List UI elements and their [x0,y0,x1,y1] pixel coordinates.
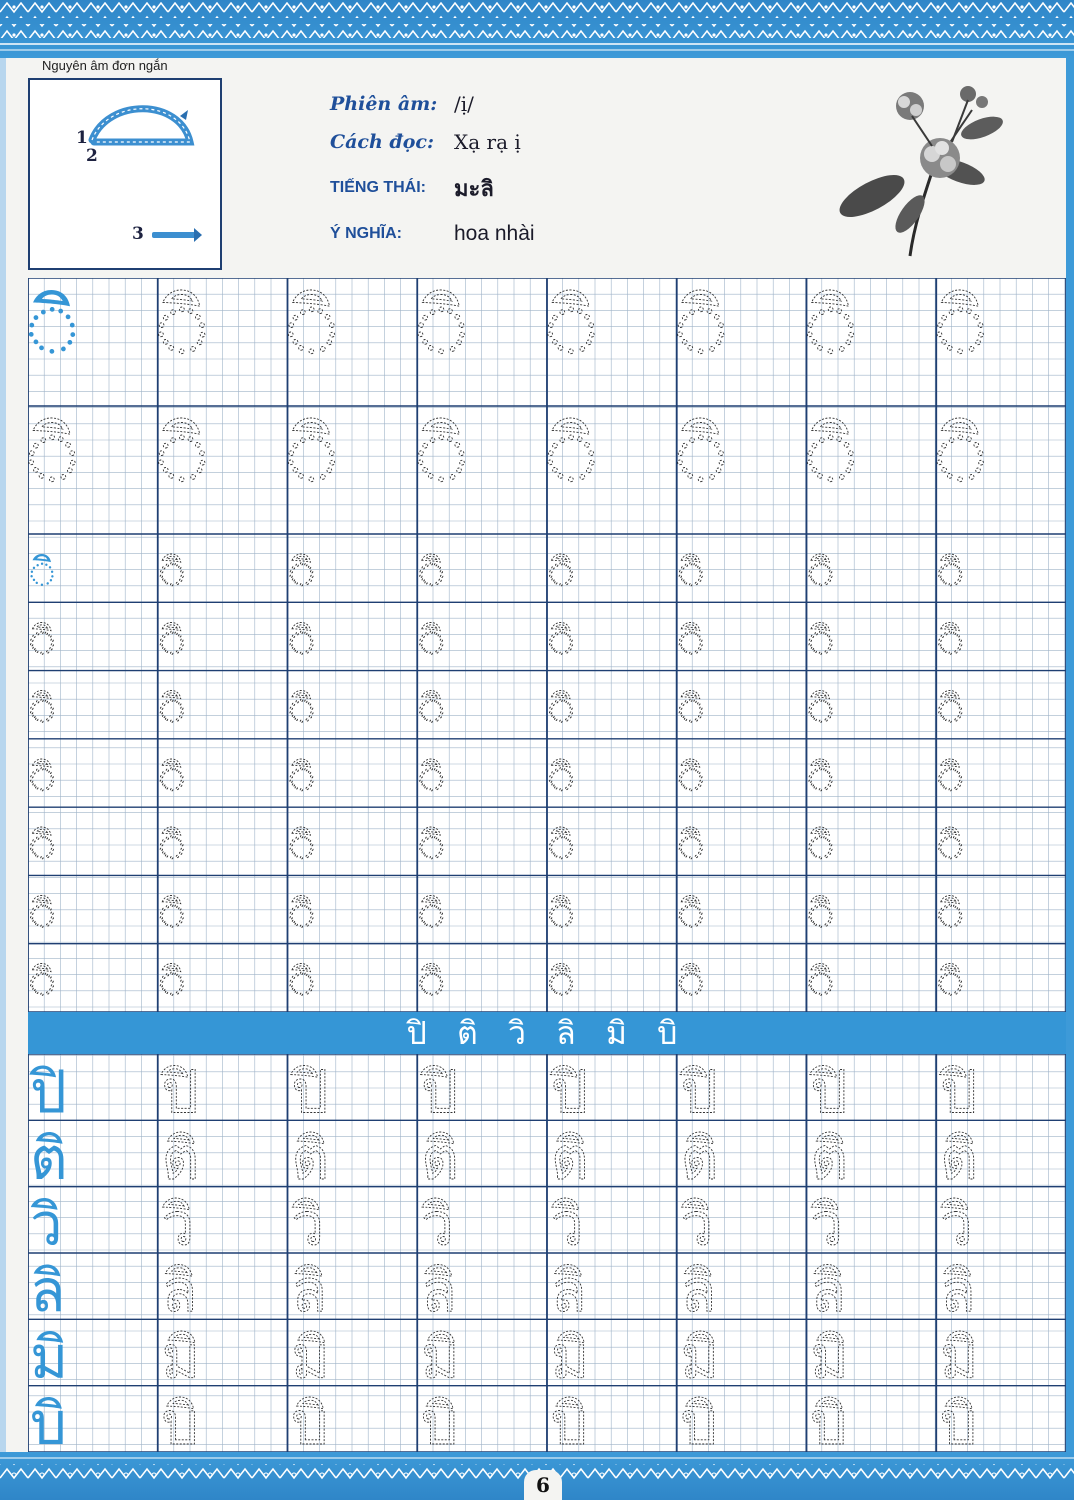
vowel-trace-glyph: ◌ิ [678,550,704,596]
vowel-trace-glyph: ◌ิ [289,891,315,938]
syllable-model-glyph: ติ [30,1124,68,1193]
vowel-trace-glyph: ◌ิ [678,754,704,801]
vowel-trace-glyph: ◌ิ [547,280,597,373]
syllable-trace-glyph: ปิ [421,1058,459,1126]
vowel-trace-glyph: ◌ิ [30,618,55,665]
stroke-order-box [28,78,222,270]
vowel-trace-glyph: ◌ิ [419,618,444,665]
syllable-banner-text: ปิ ติ วิ ลิ มิ บิ [406,1013,688,1052]
pronunciation-label: Phiên âm: [330,93,438,115]
vowel-trace-glyph: ◌ิ [549,618,574,665]
syllable-trace-glyph: วิ [421,1190,454,1259]
syllable-trace-glyph: มิ [161,1323,200,1392]
syllable-trace-glyph: ลิ [940,1257,976,1325]
vowel-trace-glyph: ◌ิ [419,686,444,733]
vowel-trace-glyph: ◌ิ [808,550,834,596]
vowel-trace-glyph: ◌ิ [417,408,467,501]
vowel-trace-glyph: ◌ิ [806,408,856,501]
practice-grid [28,278,1066,1452]
syllable-trace-glyph: วิ [291,1190,325,1259]
syllable-trace-glyph: ติ [680,1124,719,1193]
syllable-trace-glyph: ปิ [810,1058,848,1126]
reading-label: Cách đọc: [330,131,434,153]
vowel-trace-glyph: ◌ิ [678,618,704,665]
syllable-trace-glyph: วิ [680,1190,714,1259]
vowel-trace-glyph: ◌ิ [808,754,834,801]
vowel-trace-glyph: ◌ิ [289,686,315,733]
vowel-trace-glyph: ◌ิ [419,754,444,801]
meaning-row [330,214,535,254]
vowel-trace-glyph: ◌ิ [159,618,185,665]
thai-row [330,168,494,208]
vowel-trace-glyph: ◌ิ [30,891,55,938]
vowel-trace-glyph: ◌ิ [676,408,726,501]
vowel-trace-glyph: ◌ิ [938,891,963,938]
vowel-trace-glyph: ◌ิ [549,891,574,938]
vowel-trace-glyph: ◌ิ [157,280,207,373]
syllable-trace-glyph: มิ [291,1323,330,1392]
syllable-trace-glyph: บิ [810,1389,848,1452]
vowel-trace-glyph: ◌ิ [159,550,185,596]
syllable-trace-glyph: ติ [551,1124,589,1193]
reading-row [330,122,521,162]
page-number: 6 [524,1470,562,1500]
jasmine-flower-image [832,76,1022,266]
top-border-pattern [0,0,1074,58]
vowel-trace-glyph: ◌ิ [549,550,574,596]
vowel-trace-glyph: ◌ิ [289,823,315,870]
vowel-trace-glyph: ◌ิ [287,280,337,373]
syllable-trace-glyph: ลิ [161,1257,198,1325]
vowel-trace-glyph: ◌ิ [549,686,574,733]
vowel-trace-glyph: ◌ิ [289,959,315,1006]
syllable-trace-glyph: ติ [291,1124,330,1193]
meaning-value: hoa nhài [454,222,535,245]
vowel-info [330,84,770,264]
syllable-trace-glyph: วิ [161,1190,195,1259]
syllable-trace-glyph: มิ [810,1323,849,1392]
vowel-trace-glyph: ◌ิ [678,959,704,1006]
syllable-model-glyph: ปิ [30,1058,67,1126]
vowel-trace-glyph: ◌ิ [159,823,185,870]
syllable-trace-glyph: วิ [551,1190,584,1259]
syllable-trace-glyph: วิ [940,1190,973,1259]
vowel-trace-glyph: ◌ิ [808,959,834,1006]
vowel-trace-glyph: ◌ิ [289,754,315,801]
vowel-trace-glyph: ◌ิ [808,618,834,665]
vowel-trace-glyph: ◌ิ [549,959,574,1006]
vowel-trace-glyph: ◌ิ [808,823,834,870]
vowel-trace-glyph: ◌ิ [417,280,467,373]
syllable-model-glyph: ลิ [30,1257,66,1325]
syllable-trace-glyph: บิ [940,1389,978,1452]
vowel-trace-glyph: ◌ิ [287,408,337,501]
section-caption: Nguyên âm đơn ngắn [42,58,168,73]
vowel-trace-glyph: ◌ิ [938,959,963,1006]
vowel-trace-glyph: ◌ิ [289,550,315,596]
stroke-step-1: 1 [76,128,88,148]
vowel-trace-glyph: ◌ิ [419,959,444,1006]
meaning-label: Ý NGHĨA: [330,225,402,242]
vowel-trace-glyph: ◌ิ [678,823,704,870]
vowel-trace-glyph: ◌ิ [549,754,574,801]
syllable-trace-glyph: มิ [940,1323,979,1392]
vowel-model-glyph: ◌ิ [28,280,78,373]
vowel-trace-glyph: ◌ิ [938,618,963,665]
vowel-trace-glyph: ◌ิ [289,618,315,665]
vowel-trace-glyph: ◌ิ [678,686,704,733]
vowel-trace-glyph: ◌ิ [159,891,185,938]
pronunciation-row [330,84,474,124]
syllable-trace-glyph: ปิ [551,1058,588,1126]
syllable-trace-glyph: บิ [161,1389,199,1452]
vowel-trace-glyph: ◌ิ [30,959,55,1006]
top-border [0,0,1074,58]
syllable-trace-glyph: มิ [680,1323,719,1392]
syllable-trace-glyph: ลิ [421,1257,457,1325]
vowel-trace-glyph: ◌ิ [30,754,55,801]
vowel-trace-glyph: ◌ิ [547,408,597,501]
vowel-trace-glyph: ◌ิ [938,823,963,870]
vowel-trace-glyph: ◌ิ [159,959,185,1006]
stroke-step-3: 3 [132,224,144,244]
left-margin-strip [0,58,6,1452]
syllable-trace-glyph: บิ [421,1389,459,1452]
syllable-trace-glyph: ปิ [940,1058,978,1126]
vowel-trace-glyph: ◌ิ [936,280,986,373]
vowel-trace-glyph: ◌ิ [159,686,185,733]
vowel-trace-glyph: ◌ิ [938,550,963,596]
syllable-trace-glyph: ลิ [291,1257,328,1325]
syllable-trace-glyph: ลิ [551,1257,587,1325]
syllable-trace-glyph: มิ [421,1323,460,1392]
syllable-trace-glyph: ลิ [680,1257,717,1325]
vowel-trace-glyph: ◌ิ [938,754,963,801]
vowel-trace-glyph: ◌ิ [419,891,444,938]
syllable-model-glyph: บิ [30,1389,67,1452]
vowel-trace-glyph: ◌ิ [938,686,963,733]
stroke-step-2: 2 [86,146,98,166]
vowel-trace-glyph: ◌ิ [157,408,207,501]
syllable-trace-glyph: มิ [551,1323,590,1392]
vowel-trace-glyph: ◌ิ [419,550,444,596]
vowel-trace-glyph: ◌ิ [676,280,726,373]
vowel-trace-glyph: ◌ิ [28,408,78,501]
syllable-trace-glyph: ติ [940,1124,978,1193]
vowel-trace-glyph: ◌ิ [159,754,185,801]
thai-word: มะลิ [454,176,494,202]
syllable-trace-glyph: ติ [421,1124,459,1193]
vowel-trace-glyph: ◌ิ [30,686,55,733]
stroke-order-diagram [30,80,220,268]
syllable-trace-glyph: ลิ [810,1257,847,1325]
right-border [1066,58,1074,1452]
syllable-trace-glyph: ติ [810,1124,849,1193]
thai-label: TIẾNG THÁI: [330,179,426,196]
syllable-trace-glyph: บิ [551,1389,588,1452]
syllable-model-glyph: มิ [30,1323,69,1392]
vowel-trace-glyph: ◌ิ [30,823,55,870]
syllable-trace-glyph: ปิ [291,1058,329,1126]
vowel-trace-glyph: ◌ิ [808,686,834,733]
syllable-trace-glyph: บิ [291,1389,329,1452]
vowel-model-glyph: ◌ิ [30,550,55,596]
syllable-trace-glyph: บิ [680,1389,718,1452]
vowel-trace-glyph: ◌ิ [936,408,986,501]
pronunciation-value: /ị/ [454,92,474,116]
vowel-trace-glyph: ◌ิ [549,823,574,870]
vowel-trace-glyph: ◌ิ [806,280,856,373]
syllable-trace-glyph: ปิ [161,1058,199,1126]
syllable-trace-glyph: ปิ [680,1058,718,1126]
vowel-trace-glyph: ◌ิ [419,823,444,870]
syllable-banner [28,1012,1066,1054]
vowel-trace-glyph: ◌ิ [808,891,834,938]
syllable-trace-glyph: วิ [810,1190,844,1259]
syllable-trace-glyph: ติ [161,1124,200,1193]
syllable-model-glyph: วิ [30,1190,63,1259]
vowel-trace-glyph: ◌ิ [678,891,704,938]
reading-value: Xạ rạ ị [454,130,521,154]
